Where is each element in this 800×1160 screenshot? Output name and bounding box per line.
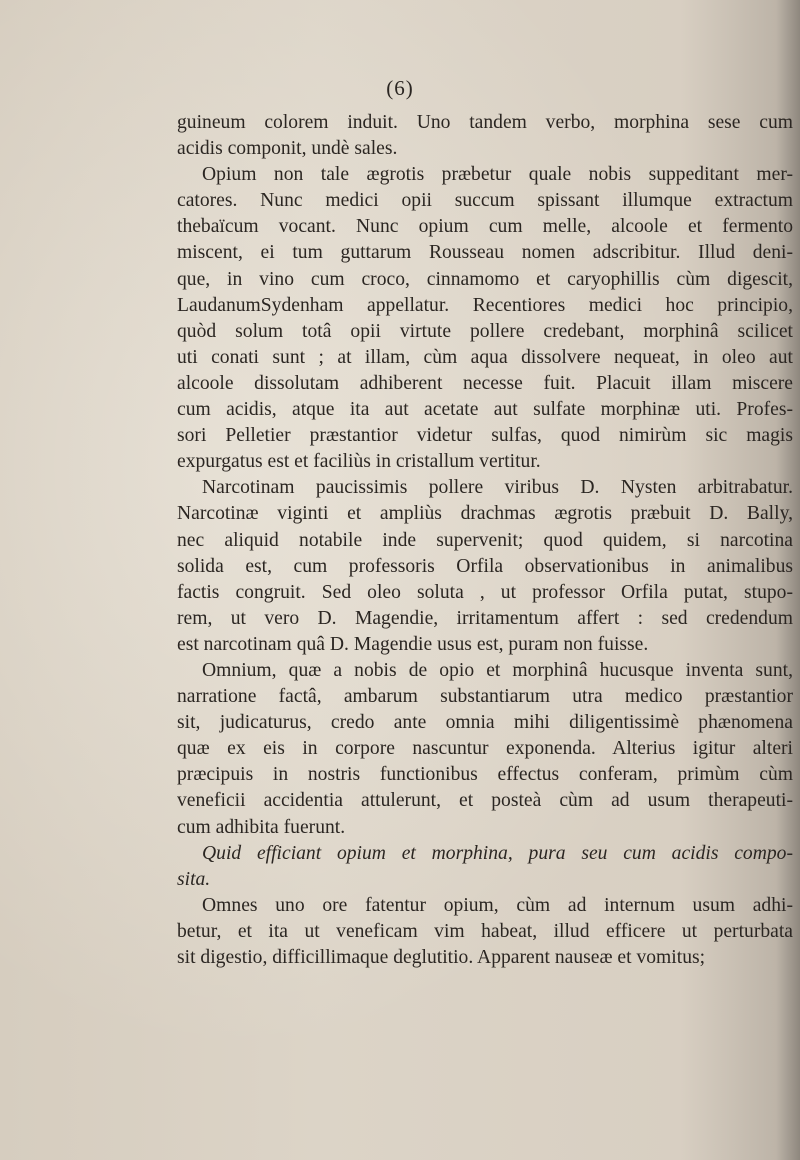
text-line: catores. Nunc medici opii succum spissant illumque extractum <box>177 190 793 212</box>
text-line: guineum colorem induit. Uno tandem verbo, morphina sese cum <box>177 112 793 133</box>
text-line: uti conati sunt ; at illam, cùm aqua dissolvere nequeat, in oleo aut <box>177 346 793 368</box>
paragraph <box>177 893 793 971</box>
page-number: (6) <box>386 76 414 100</box>
text-line: cum adhibita fuerunt. <box>177 816 346 838</box>
text-line: acidis componit, undè sales. <box>177 138 398 160</box>
text-line: narratione factâ, ambarum substantiarum utra medico præstantior <box>177 686 793 708</box>
text-line: sit, judicaturus, credo ante omnia mihi diligentissimè phænomena <box>177 712 793 734</box>
text-line: Opium non tale ægrotis præbetur quale nobis suppeditant mer- <box>202 164 793 186</box>
text-line: factis congruit. Sed oleo soluta , ut professor Orfila putat, stupo- <box>177 581 793 603</box>
text-line: Quid efficiant opium et morphina, pura seu cum acidis compo- <box>202 842 793 864</box>
paragraph <box>177 841 793 893</box>
paragraph <box>177 110 793 162</box>
text-line: rem, ut vero D. Magendie, irritamentum affert : sed credendum <box>177 607 793 629</box>
text-line: expurgatus est et faciliùs in cristallum vertitur. <box>177 451 541 473</box>
text-line: solida est, cum professoris Orfila observationibus in animalibus <box>177 555 793 577</box>
text-line: nec aliquid notabile inde supervenit; quod quidem, si narcotina <box>177 529 793 551</box>
text-line: alcoole dissolutam adhiberent necesse fuit. Placuit illam miscere <box>177 372 793 394</box>
text-line: Narcotinam paucissimis pollere viribus D. Nysten arbitrabatur. <box>202 477 793 499</box>
text-line: quæ ex eis in corpore nascuntur exponenda. Alterius igitur alteri <box>177 738 793 760</box>
text-line: sori Pelletier præstantior videtur sulfas, quod nimirùm sic magis <box>177 425 793 447</box>
text-line: veneficii accidentia attulerunt, et posteà cùm ad usum therapeuti- <box>177 790 793 812</box>
text-line: Omnium, quæ a nobis de opio et morphinâ hucusque inventa sunt, <box>202 659 793 681</box>
text-line: miscent, ei tum guttarum Rousseau nomen adscribitur. Illud deni- <box>177 242 793 264</box>
text-line: cum acidis, atque ita aut acetate aut sulfate morphinæ uti. Profes- <box>177 399 793 421</box>
text-line: betur, et ita ut veneficam vim habeat, illud efficere ut perturbata <box>177 920 793 942</box>
text-line: que, in vino cum croco, cinnamomo et caryophillis cùm digescit, <box>177 268 793 290</box>
text-line: Omnes uno ore fatentur opium, cùm ad internum usum adhi- <box>202 894 793 916</box>
text-line: sita. <box>177 868 211 890</box>
page-body <box>177 110 793 971</box>
paragraph <box>177 658 793 841</box>
paragraph <box>177 475 793 658</box>
text-line: Narcotinæ viginti et ampliùs drachmas ægrotis præbuit D. Bally, <box>177 503 793 525</box>
text-line: sit digestio, difficillimaque deglutitio. Apparent nauseæ et vomitus; <box>177 947 706 968</box>
text-line: LaudanumSydenham appellatur. Recentiores medici hoc principio, <box>177 294 793 316</box>
paragraph <box>177 162 793 475</box>
text-line: præcipuis in nostris functionibus effectus conferam, primùm cùm <box>177 764 793 786</box>
text-line: thebaïcum vocant. Nunc opium cum melle, alcoole et fermento <box>177 216 793 238</box>
text-line: est narcotinam quâ D. Magendie usus est, puram non fuisse. <box>177 633 649 655</box>
text-line: quòd solum totâ opii virtute pollere credebant, morphinâ scilicet <box>177 320 793 342</box>
